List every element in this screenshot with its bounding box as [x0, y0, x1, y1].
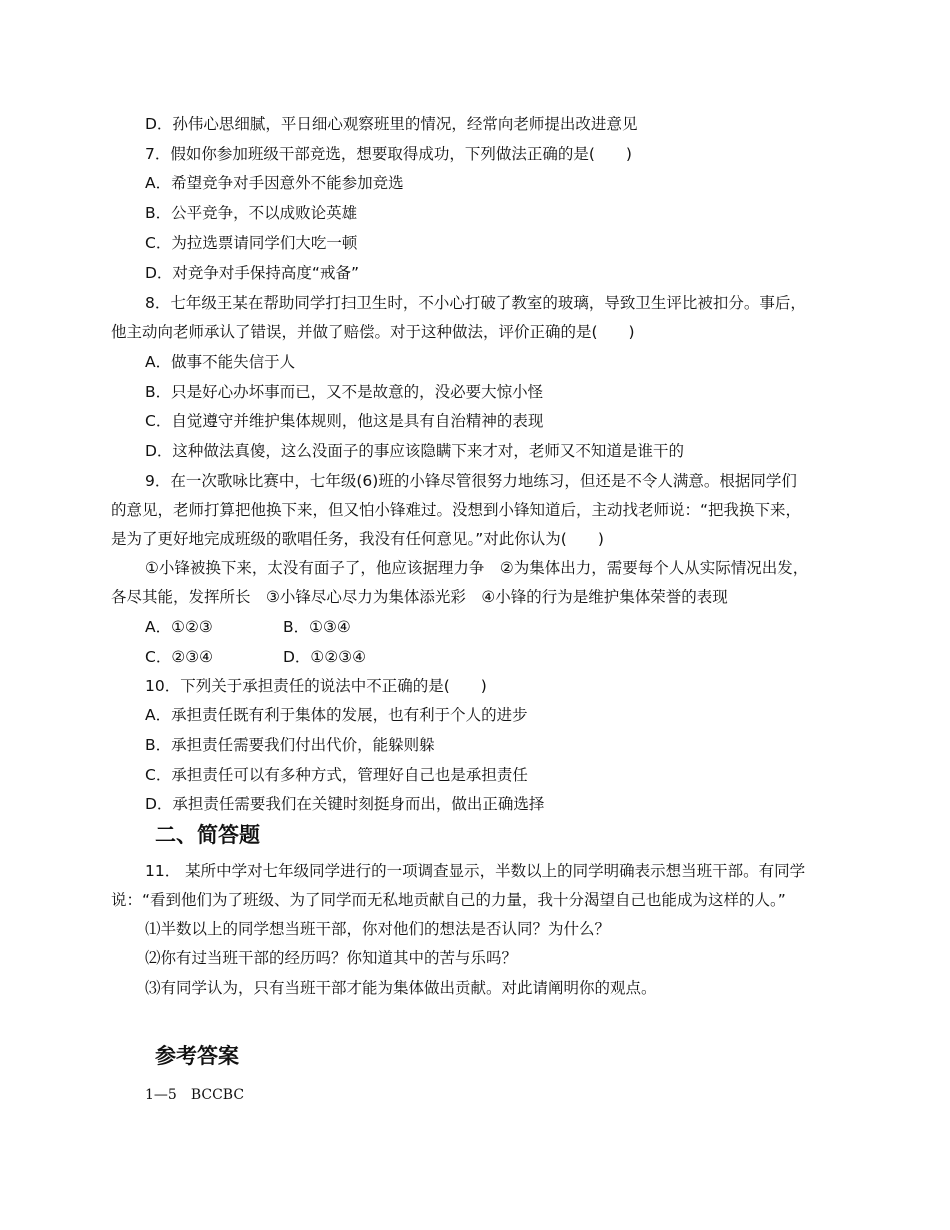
- q11-part1: ⑴半数以上的同学想当班干部，你对他们的想法是否认同？为什么？: [145, 920, 611, 938]
- section-title-short-answer: 二、简答题: [155, 823, 260, 847]
- q10-stem: 10．下列关于承担责任的说法中不正确的是( ): [145, 677, 487, 695]
- q7-option-d: D．对竞争对手保持高度“戒备”: [145, 264, 359, 282]
- q9-statements-line2: 各尽其能，发挥所长 ③小锋尽心尽力为集体添光彩 ④小锋的行为是维护集体荣誉的表现: [111, 588, 728, 606]
- q9-stem-line3: 是为了更好地完成班级的歌唱任务，我没有任何意见。”对此你认为( ): [111, 530, 604, 548]
- q10-option-b: B．承担责任需要我们付出代价，能躲则躲: [145, 736, 435, 754]
- q10-option-c: C．承担责任可以有多种方式，管理好自己也是承担责任: [145, 766, 528, 784]
- q8-option-b: B．只是好心办坏事而已，又不是故意的，没必要大惊小怪: [145, 383, 544, 401]
- q9-stem-line2: 的意见，老师打算把他换下来，但又怕小锋难过。没想到小锋知道后，主动找老师说：“把我换下来，: [111, 501, 802, 519]
- q9-statements-line1: ①小锋被换下来，太没有面子了，他应该据理力争 ②为集体出力，需要每个人从实际情况出发，: [145, 559, 809, 577]
- q7-stem: 7．假如你参加班级干部竞选，想要取得成功，下列做法正确的是( ): [145, 145, 632, 163]
- q9-option-b: B．①③④: [283, 618, 351, 636]
- q11-part3: ⑶有同学认为，只有当班干部才能为集体做出贡献。对此请阐明你的观点。: [145, 979, 657, 997]
- q11-stem-line1: 11． 某所中学对七年级同学进行的一项调查显示，半数以上的同学明确表示想当班干部。有同学: [145, 862, 806, 880]
- q9-stem-line1: 9．在一次歌咏比赛中，七年级(6)班的小锋尽管很努力地练习，但还是不令人满意。根据同学们: [145, 472, 797, 490]
- q10-option-a: A．承担责任既有利于集体的发展，也有利于个人的进步: [145, 706, 528, 724]
- answers-line-1-5: 1—5 BCCBC: [145, 1087, 245, 1103]
- q7-option-a: A．希望竞争对手因意外不能参加竞选: [145, 174, 404, 192]
- q7-option-c: C．为拉选票请同学们大吃一顿: [145, 234, 358, 252]
- q8-stem-line1: 8．七年级王某在帮助同学打扫卫生时，不小心打破了教室的玻璃，导致卫生评比被扣分。事后，: [145, 294, 806, 312]
- q8-option-d: D．这种做法真傻，这么没面子的事应该隐瞒下来才对，老师又不知道是谁干的: [145, 442, 684, 460]
- q9-option-c: C．②③④: [145, 648, 214, 666]
- q10-option-d: D．承担责任需要我们在关键时刻挺身而出，做出正确选择: [145, 795, 545, 813]
- q11-part2: ⑵你有过当班干部的经历吗？你知道其中的苦与乐吗？: [145, 949, 518, 967]
- q7-option-b: B．公平竞争，不以成败论英雄: [145, 204, 358, 222]
- q11-stem-line2: 说：“看到他们为了班级、为了同学而无私地贡献自己的力量，我十分渴望自己也能成为这样的人。”: [111, 891, 786, 909]
- answers-title: 参考答案: [155, 1044, 239, 1068]
- q9-option-d: D．①②③④: [283, 648, 367, 666]
- q8-stem-line2: 他主动向老师承认了错误，并做了赔偿。对于这种做法，评价正确的是( ): [111, 323, 635, 341]
- q9-option-a: A．①②③: [145, 618, 213, 636]
- q8-option-c: C．自觉遵守并维护集体规则，他这是具有自治精神的表现: [145, 412, 544, 430]
- q6-option-d: D．孙伟心思细腻，平日细心观察班里的情况，经常向老师提出改进意见: [145, 115, 638, 133]
- q8-option-a: A．做事不能失信于人: [145, 353, 296, 371]
